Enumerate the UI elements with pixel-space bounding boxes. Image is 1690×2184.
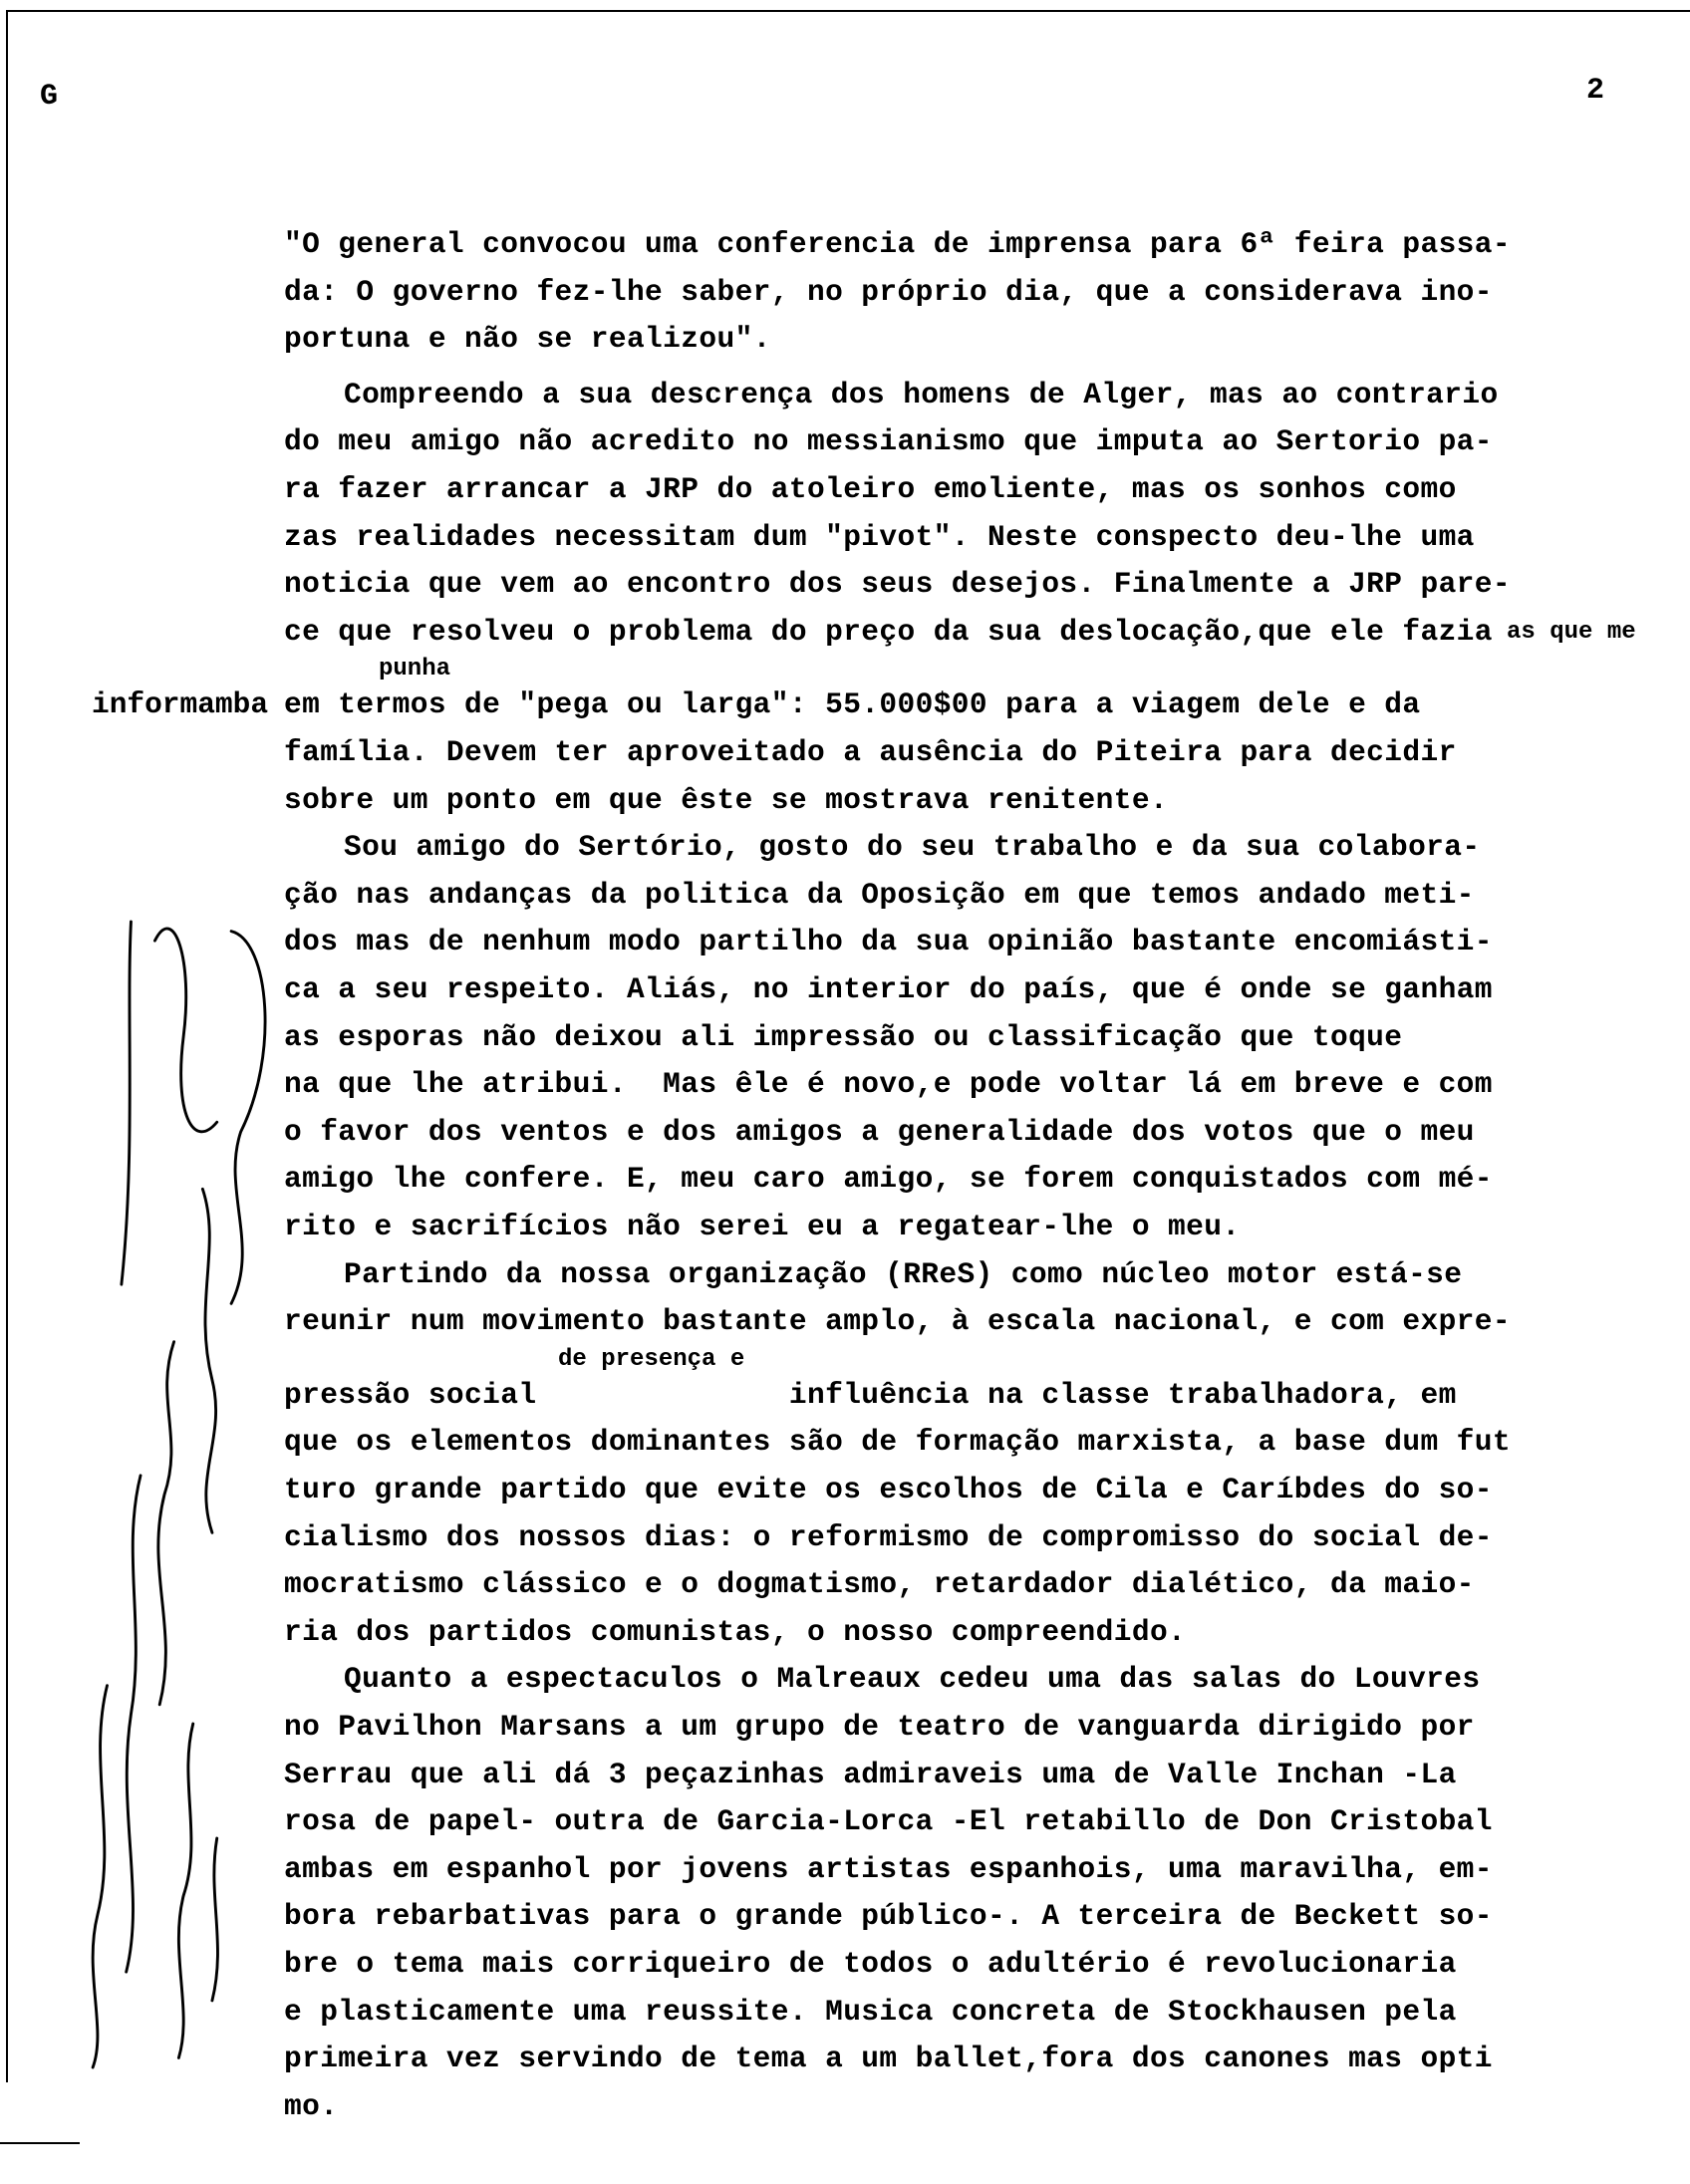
text-line: rosa de papel- outra de Garcia-Lorca -El retabillo de Don Cristobal — [284, 1804, 1493, 1839]
bottom-margin-mark — [0, 2142, 80, 2144]
text-line: no Pavilhon Marsans a um grupo de teatro de vanguarda dirigido por — [284, 1710, 1475, 1744]
text-line: do meu amigo não acredito no messianismo que imputa ao Sertorio pa- — [284, 424, 1493, 459]
text-line: na que lhe atribui. Mas êle é novo,e pode voltar lá em breve e com — [284, 1067, 1493, 1102]
text-line: mo. — [284, 2088, 339, 2123]
text-line: e plasticamente uma reussite. Musica concreta de Stockhausen pela — [284, 1994, 1457, 2029]
text-line: Compreendo a sua descrença dos homens de Alger, mas ao contrario — [344, 377, 1499, 411]
margin-insertion: informamba — [92, 687, 269, 722]
typed-insertion: as que me — [1507, 618, 1636, 646]
typed-insertion: punha — [379, 656, 451, 683]
text-line: mocratismo clássico e o dogmatismo, retardador dialético, da maio- — [284, 1567, 1475, 1602]
text-line: zas realidades necessitam dum "pivot". Neste conspecto deu-lhe uma — [284, 519, 1475, 554]
text-line: que os elementos dominantes são de formação marxista, a base dum fut — [284, 1425, 1511, 1460]
text-line: pressão social influência na classe trabalhadora, em — [284, 1377, 1457, 1412]
text-line: "O general convocou uma conferencia de imprensa para 6ª feira passa- — [284, 227, 1511, 261]
text-line: dos mas de nenhum modo partilho da sua opinião bastante encomiásti- — [284, 925, 1493, 959]
page-border-top — [6, 10, 1690, 12]
text-line: sobre um ponto em que êste se mostrava renitente. — [284, 782, 1169, 817]
text-line: Partindo da nossa organização (RReS) como núcleo motor está-se — [344, 1256, 1463, 1291]
text-line: rito e sacrifícios não serei eu a regatear-lhe o meu. — [284, 1210, 1241, 1243]
corner-mark: G — [40, 80, 59, 114]
text-line: ria dos partidos comunistas, o nosso compreendido. — [284, 1614, 1187, 1649]
text-line: ce que resolveu o problema do preço da sua deslocação,que ele fazia — [284, 614, 1493, 649]
text-line: em termos de "pega ou larga": 55.000$00 para a viagem dele e da — [284, 687, 1421, 722]
text-line: noticia que vem ao encontro dos seus desejos. Finalmente a JRP pare- — [284, 567, 1511, 602]
text-line: turo grande partido que evite os escolhos de Cila e Caríbdes do so- — [284, 1473, 1493, 1506]
text-line: ambas em espanhol por jovens artistas espanhois, uma maravilha, em- — [284, 1851, 1493, 1886]
text-line: Serrau que ali dá 3 peçazinhas admiraveis uma de Valle Inchan -La — [284, 1757, 1457, 1791]
text-line: ca a seu respeito. Aliás, no interior do país, que é onde se ganham — [284, 972, 1493, 1006]
text-line: Sou amigo do Sertório, gosto do seu trabalho e da sua colabora- — [344, 830, 1481, 865]
text-line: Quanto a espectaculos o Malreaux cedeu uma das salas do Louvres — [344, 1662, 1481, 1697]
text-line: portuna e não se realizou". — [284, 322, 771, 357]
text-line: reunir num movimento bastante amplo, à escala nacional, e com expre- — [284, 1304, 1511, 1339]
page-number: 2 — [1586, 74, 1605, 108]
page-border-left — [6, 10, 8, 2082]
text-line: ção nas andanças da politica da Oposição em que temos andado meti- — [284, 877, 1475, 912]
text-line: as esporas não deixou ali impressão ou classificação que toque — [284, 1019, 1403, 1054]
handwritten-margin-note — [50, 877, 279, 2112]
text-line: o favor dos ventos e dos amigos a generalidade dos votos que o meu — [284, 1114, 1475, 1149]
text-line: cialismo dos nossos dias: o reformismo de compromisso do social de- — [284, 1519, 1493, 1554]
text-line: ra fazer arrancar a JRP do atoleiro emoliente, mas os sonhos como — [284, 472, 1457, 506]
text-line: bora rebarbativas para o grande público-. A terceira de Beckett so- — [284, 1899, 1493, 1934]
text-line: da: O governo fez-lhe saber, no próprio dia, que a considerava ino- — [284, 274, 1493, 309]
text-line: família. Devem ter aproveitado a ausência do Piteira para decidir — [284, 735, 1457, 769]
text-line: primeira vez servindo de tema a um ballet,fora dos canones mas opti — [284, 2042, 1493, 2076]
text-line: bre o tema mais corriqueiro de todos o adultério é revolucionaria — [284, 1947, 1457, 1981]
typed-insertion: de presença e — [558, 1345, 745, 1373]
text-line: amigo lhe confere. E, meu caro amigo, se forem conquistados com mé- — [284, 1162, 1493, 1197]
